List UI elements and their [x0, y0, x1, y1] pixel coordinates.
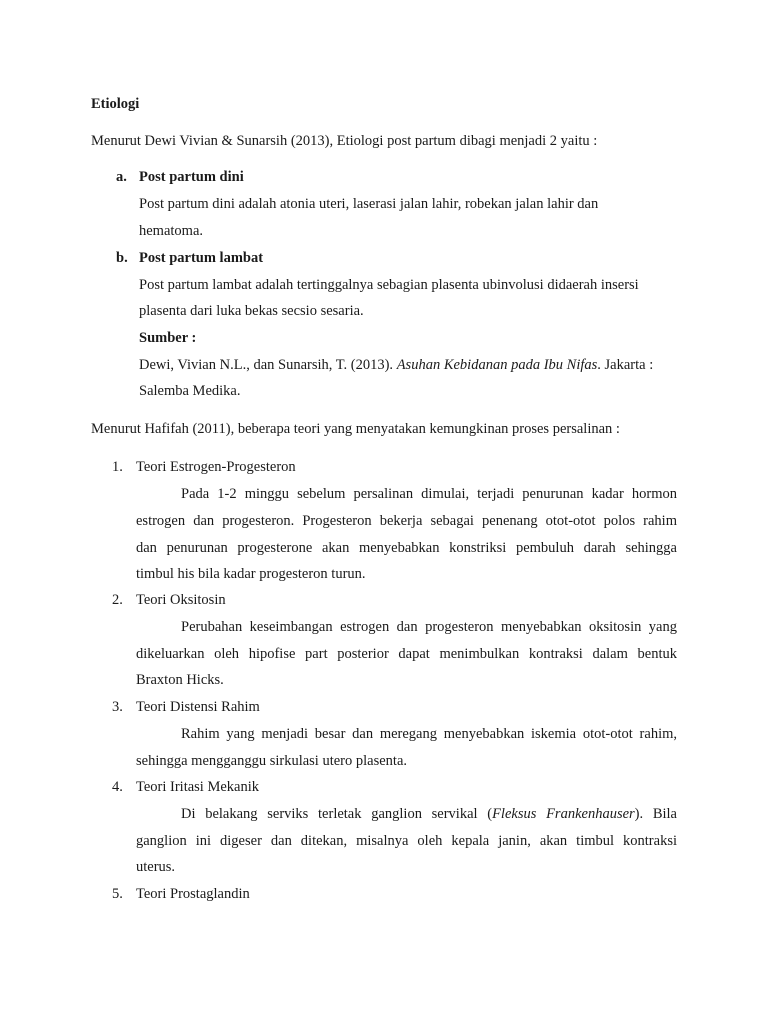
italic-term: Fleksus Frankenhauser: [492, 806, 635, 822]
theory-text-line: [181, 805, 677, 823]
heading: Etiologi: [91, 96, 140, 112]
list-marker-4: 4.: [112, 779, 123, 795]
citation-title: Asuhan Kebidanan pada Ibu Nifas: [396, 357, 598, 373]
text-segment: Di belakang serviks terletak ganglion servikal (: [181, 806, 493, 822]
section-text-line: hematoma.: [139, 223, 204, 239]
theory-title: Teori Estrogen-Progesteron: [136, 459, 296, 475]
list-marker-b: b.: [116, 250, 128, 266]
theory-text-line: dan penurunan progesterone akan menyebabkan konstriksi pembuluh darah sehingga: [136, 540, 677, 556]
theory-text-line: Pada 1-2 minggu sebelum persalinan dimulai, terjadi penurunan kadar hormon: [181, 486, 677, 502]
intro-paragraph-2: Menurut Hafifah (2011), beberapa teori yang menyatakan kemungkinan proses persalinan :: [91, 421, 620, 437]
theory-text-line: Braxton Hicks.: [136, 672, 224, 688]
theory-title: Teori Iritasi Mekanik: [136, 779, 260, 795]
theory-text-line: Rahim yang menjadi besar dan meregang menyebabkan iskemia otot-otot rahim,: [181, 726, 677, 742]
intro-paragraph: Menurut Dewi Vivian & Sunarsih (2013), Etiologi post partum dibagi menjadi 2 yaitu :: [91, 133, 598, 149]
theory-title: Teori Distensi Rahim: [136, 699, 260, 715]
text-segment: ). Bila: [634, 806, 677, 822]
theory-title: Teori Oksitosin: [136, 592, 226, 608]
list-marker-2: 2.: [112, 592, 123, 608]
citation-authors: Dewi, Vivian N.L., dan Sunarsih, T. (2013).: [139, 357, 397, 373]
list-marker-5: 5.: [112, 886, 123, 902]
source-label: Sumber :: [139, 330, 197, 346]
theory-text-line: sehingga mengganggu sirkulasi utero plasenta.: [136, 753, 408, 769]
theory-text-line: dikeluarkan oleh hipofise part posterior dapat menimbulkan kontraksi dalam bentuk: [136, 646, 677, 662]
theory-text-line: Perubahan keseimbangan estrogen dan progesteron menyebabkan oksitosin yang: [181, 619, 677, 635]
list-marker-a: a.: [116, 169, 127, 185]
section-text-line: Post partum lambat adalah tertinggalnya sebagian plasenta ubinvolusi didaerah insersi: [139, 277, 639, 293]
section-title-lambat: Post partum lambat: [139, 250, 264, 266]
source-citation-line: Salemba Medika.: [139, 383, 241, 399]
theory-text-line: ganglion ini digeser dan ditekan, misalnya oleh kepala janin, akan timbul kontraksi: [136, 833, 677, 849]
section-text-line: plasenta dari luka bekas secsio sesaria.: [139, 303, 364, 319]
source-citation-line: [139, 356, 653, 374]
citation-place: . Jakarta :: [597, 357, 654, 373]
list-marker-1: 1.: [112, 459, 123, 475]
list-marker-3: 3.: [112, 699, 123, 715]
theory-title: Teori Prostaglandin: [136, 886, 250, 902]
theory-text-line: estrogen dan progesteron. Progesteron bekerja sebagai penenang otot-otot polos rahim: [136, 513, 677, 529]
section-title-dini: Post partum dini: [139, 169, 244, 185]
section-text-line: Post partum dini adalah atonia uteri, laserasi jalan lahir, robekan jalan lahir dan: [139, 196, 599, 212]
theory-text-line: timbul his bila kadar progesteron turun.: [136, 566, 366, 582]
theory-text-line: uterus.: [136, 859, 176, 875]
